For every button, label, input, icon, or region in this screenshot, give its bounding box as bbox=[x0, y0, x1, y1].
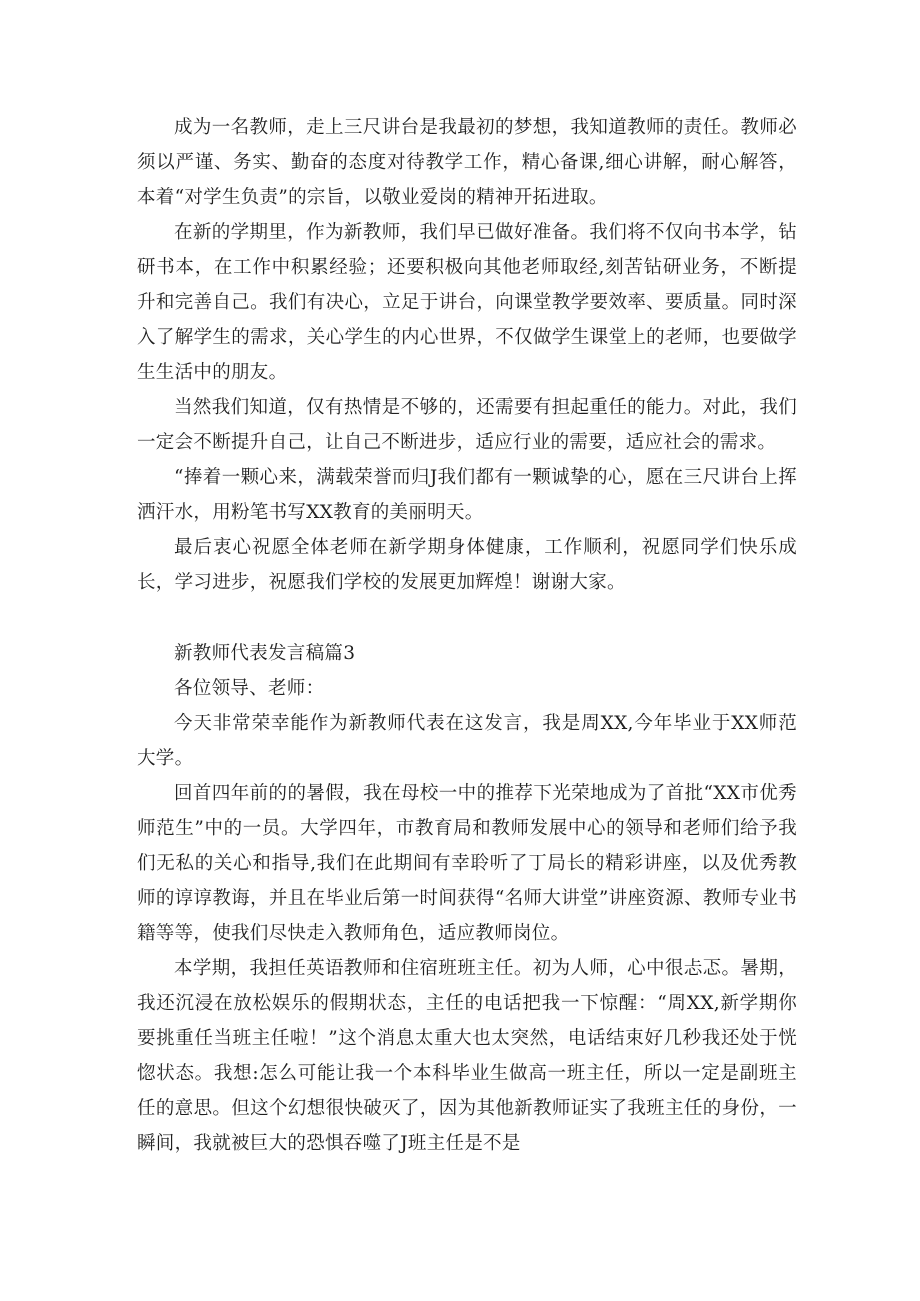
paragraph-teacher-dream: 成为一名教师，走上三尺讲台是我最初的梦想，我知道教师的责任。教师必须以严谨、务实、勤奋的态度对待教学工作，精心备课,细心讲解，耐心解答，本着“对学生负责”的宗旨，以敬业爱岗的精神开拓进取。 bbox=[137, 117, 797, 208]
paragraph-closing-wishes: 最后衷心祝愿全体老师在新学期身体健康，工作顺利，祝愿同学们快乐成长，学习进步，祝愿我们学校的发展更加辉煌！谢谢大家。 bbox=[137, 537, 797, 593]
paragraph-looking-back: 回首四年前的的暑假，我在母校一中的推荐下光荣地成为了首批“XX市优秀师范生”中的一员。大学四年，市教育局和教师发展中心的领导和老师们给予我们无私的关心和指导,我们在此期间有幸聆听了丁局长的精彩讲座，以及优秀教师的谆谆教诲，并且在毕业后第一时间获得“名师大讲堂”讲座资源、教师专业书籍等等，使我们尽快走入教师角色，适应教师岗位。 bbox=[137, 783, 797, 944]
paragraph-enthusiasm: 当然我们知道，仅有热情是不够的，还需要有担起重任的能力。对此，我们一定会不断提升自己，让自己不断进步，适应行业的需要，适应社会的需求。 bbox=[137, 397, 797, 453]
salutation: 各位领导、老师： bbox=[174, 678, 325, 699]
paragraph-introduction: 今天非常荣幸能作为新教师代表在这发言，我是周XX,今年毕业于XX师范大学。 bbox=[137, 713, 797, 769]
section-heading: 新教师代表发言稿篇3 bbox=[174, 643, 356, 664]
section-spacer bbox=[137, 600, 797, 636]
paragraph-quote: “捧着一颗心来，满载荣誉而归J我们都有一颗诚挚的心，愿在三尺讲台上挥洒汗水，用粉笔书写XX教育的美丽明天。 bbox=[137, 467, 797, 523]
paragraph-this-semester: 本学期，我担任英语教师和住宿班班主任。初为人师，心中很忐忑。暑期，我还沉浸在放松娱乐的假期状态，主任的电话把我一下惊醒：“周XX,新学期你要挑重任当班主任啦！”这个消息太重大也太突然，电话结束好几秒我还处于恍惚状态。我想:怎么可能让我一个本科毕业生做高一班主任，所以一定是副班主任的意思。但这个幻想很快破灭了，因为其他新教师证实了我班主任的身份，一瞬间，我就被巨大的恐惧吞噬了J班主任是不是 bbox=[137, 958, 797, 1154]
document-body bbox=[137, 110, 797, 1161]
paragraph-new-semester: 在新的学期里，作为新教师，我们早已做好准备。我们将不仅向书本学，钻研书本，在工作中积累经验；还要积极向其他老师取经,刻苦钻研业务，不断提升和完善自己。我们有决心，立足于讲台，向课堂教学要效率、要质量。同时深入了解学生的需求，关心学生的内心世界，不仅做学生课堂上的老师，也要做学生生活中的朋友。 bbox=[137, 222, 797, 383]
